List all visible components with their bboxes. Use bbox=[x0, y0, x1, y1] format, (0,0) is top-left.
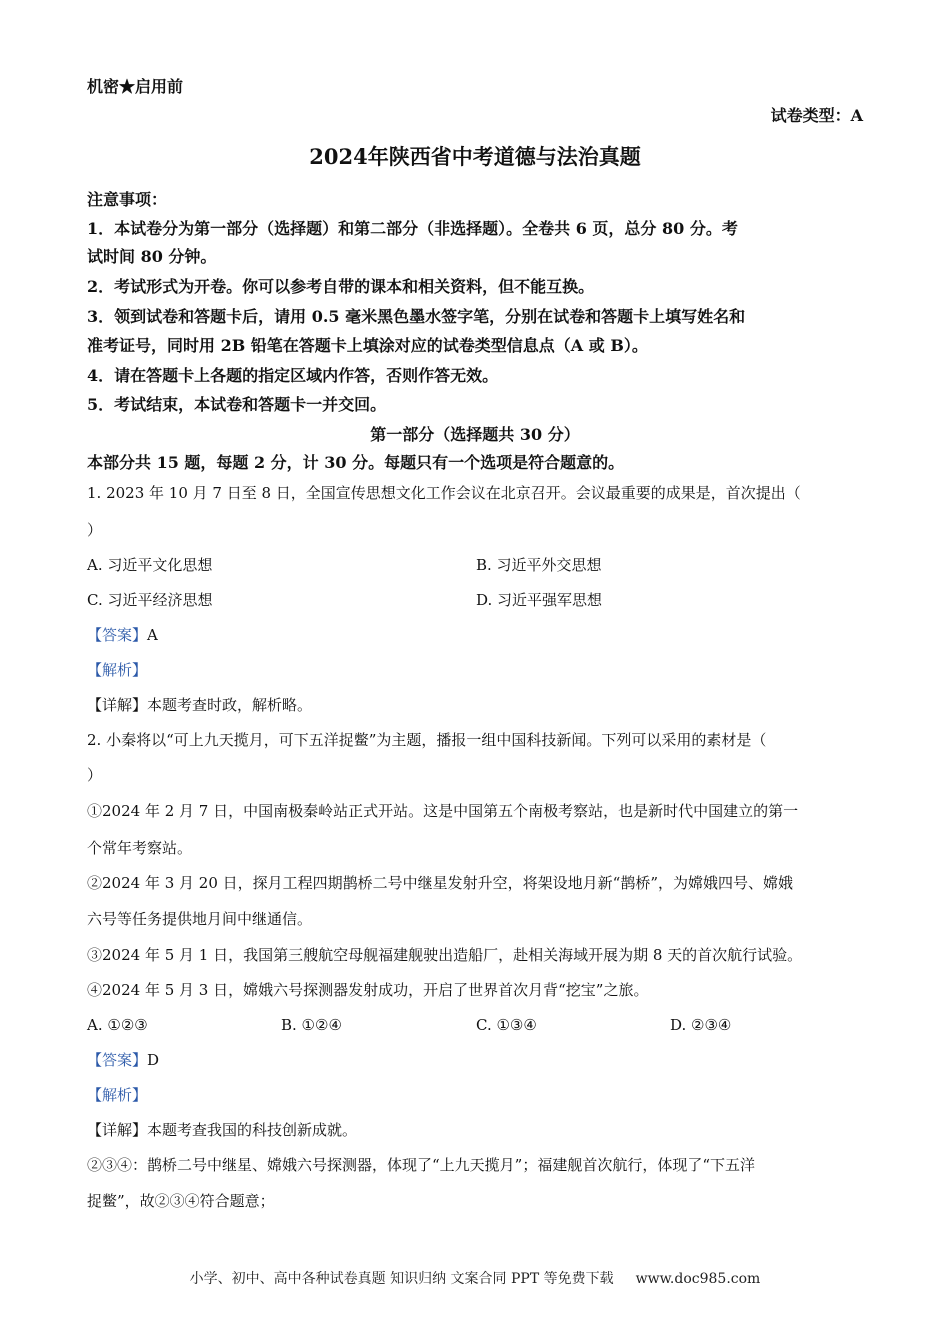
q1-option-d: D. 习近平强军思想 bbox=[476, 591, 603, 609]
page-title: 2024年陕西省中考道德与法治真题 bbox=[309, 144, 641, 169]
q2-material-2-cont: 六号等任务提供地月间中继通信。 bbox=[87, 910, 313, 928]
answer-tag: 【答案】 bbox=[87, 1051, 148, 1069]
q2-explanation: ②③④：鹊桥二号中继星、嫦娥六号探测器，体现了“上九天揽月”；福建舰首次航行，体现了“下五洋 bbox=[87, 1156, 756, 1174]
q2-option-d: D. ②③④ bbox=[670, 1016, 732, 1034]
q2-analysis-tag: 【解析】 bbox=[87, 1086, 148, 1104]
answer-tag: 【答案】 bbox=[87, 626, 148, 644]
q2-answer bbox=[87, 1050, 867, 1070]
q2-material-1: ①2024 年 2 月 7 日，中国南极秦岭站正式开站。这是中国第五个南极考察站，也是新时代中国建立的第一 bbox=[87, 802, 799, 820]
note-item-2: 2．考试形式为开卷。你可以参考自带的课本和相关资料，但不能互换。 bbox=[87, 277, 595, 296]
part1-heading: 第一部分（选择题共 30 分） bbox=[370, 425, 580, 444]
q2-material-3: ③2024 年 5 月 1 日，我国第三艘航空母舰福建舰驶出造船厂，赴相关海域开展为期 8 天的首次航行试验。 bbox=[87, 946, 803, 964]
q2-option-a: A. ①②③ bbox=[87, 1016, 148, 1034]
note-item-3-cont: 准考证号，同时用 2B 铅笔在答题卡上填涂对应的试卷类型信息点（A 或 B）。 bbox=[87, 336, 648, 355]
q2-explanation-cont: 捉鳖”，故②③④符合题意； bbox=[87, 1192, 275, 1210]
note-item-1: 1．本试卷分为第一部分（选择题）和第二部分（非选择题）。全卷共 6 页，总分 80 分。考 bbox=[87, 219, 738, 238]
q2-option-b: B. ①②④ bbox=[281, 1016, 342, 1034]
q2-stem-cont: ） bbox=[87, 766, 103, 784]
confidential-label: 机密★启用前 bbox=[87, 77, 184, 96]
note-item-5: 5．考试结束，本试卷和答题卡一并交回。 bbox=[87, 395, 387, 414]
q2-material-2: ②2024 年 3 月 20 日，探月工程四期鹊桥二号中继星发射升空，将架设地月新“鹊桥”，为嫦娥四号、嫦娥 bbox=[87, 874, 793, 892]
q1-option-a: A. 习近平文化思想 bbox=[87, 556, 213, 574]
paper-type-label: 试卷类型：A bbox=[770, 106, 863, 125]
q2-material-1-cont: 个常年考察站。 bbox=[87, 839, 193, 857]
page-footer bbox=[0, 1270, 950, 1288]
q1-answer-value: A bbox=[147, 626, 158, 644]
q1-detail: 【详解】本题考查时政，解析略。 bbox=[87, 696, 313, 714]
footer-link[interactable]: www.doc985.com bbox=[635, 1271, 761, 1287]
note-item-1-cont: 试时间 80 分钟。 bbox=[87, 247, 217, 266]
q1-answer bbox=[87, 625, 867, 645]
q2-detail: 【详解】本题考查我国的科技创新成就。 bbox=[87, 1121, 358, 1139]
footer-text: 小学、初中、高中各种试卷真题 知识归纳 文案合同 PPT 等免费下载 bbox=[189, 1271, 614, 1287]
note-item-4: 4．请在答题卡上各题的指定区域内作答，否则作答无效。 bbox=[87, 366, 499, 385]
part1-intro: 本部分共 15 题，每题 2 分，计 30 分。每题只有一个选项是符合题意的。 bbox=[87, 453, 625, 472]
note-item-3: 3．领到试卷和答题卡后，请用 0.5 毫米黑色墨水签字笔，分别在试卷和答题卡上填写姓名和 bbox=[87, 307, 746, 326]
q1-analysis-tag: 【解析】 bbox=[87, 661, 148, 679]
q1-stem: 1. 2023 年 10 月 7 日至 8 日，全国宣传思想文化工作会议在北京召开。会议最重要的成果是，首次提出（ bbox=[87, 484, 801, 502]
q2-material-4: ④2024 年 5 月 3 日，嫦娥六号探测器发射成功，开启了世界首次月背“挖宝”之旅。 bbox=[87, 981, 649, 999]
q1-option-b: B. 习近平外交思想 bbox=[476, 556, 602, 574]
q1-stem-cont: ） bbox=[87, 521, 103, 539]
q2-stem: 2. 小秦将以“可上九天揽月，可下五洋捉鳖”为主题，播报一组中国科技新闻。下列可以采用的素材是（ bbox=[87, 731, 767, 749]
q2-answer-value: D bbox=[147, 1051, 160, 1069]
q1-option-c: C. 习近平经济思想 bbox=[87, 591, 213, 609]
q2-option-c: C. ①③④ bbox=[476, 1016, 537, 1034]
notes-heading: 注意事项： bbox=[87, 190, 168, 209]
